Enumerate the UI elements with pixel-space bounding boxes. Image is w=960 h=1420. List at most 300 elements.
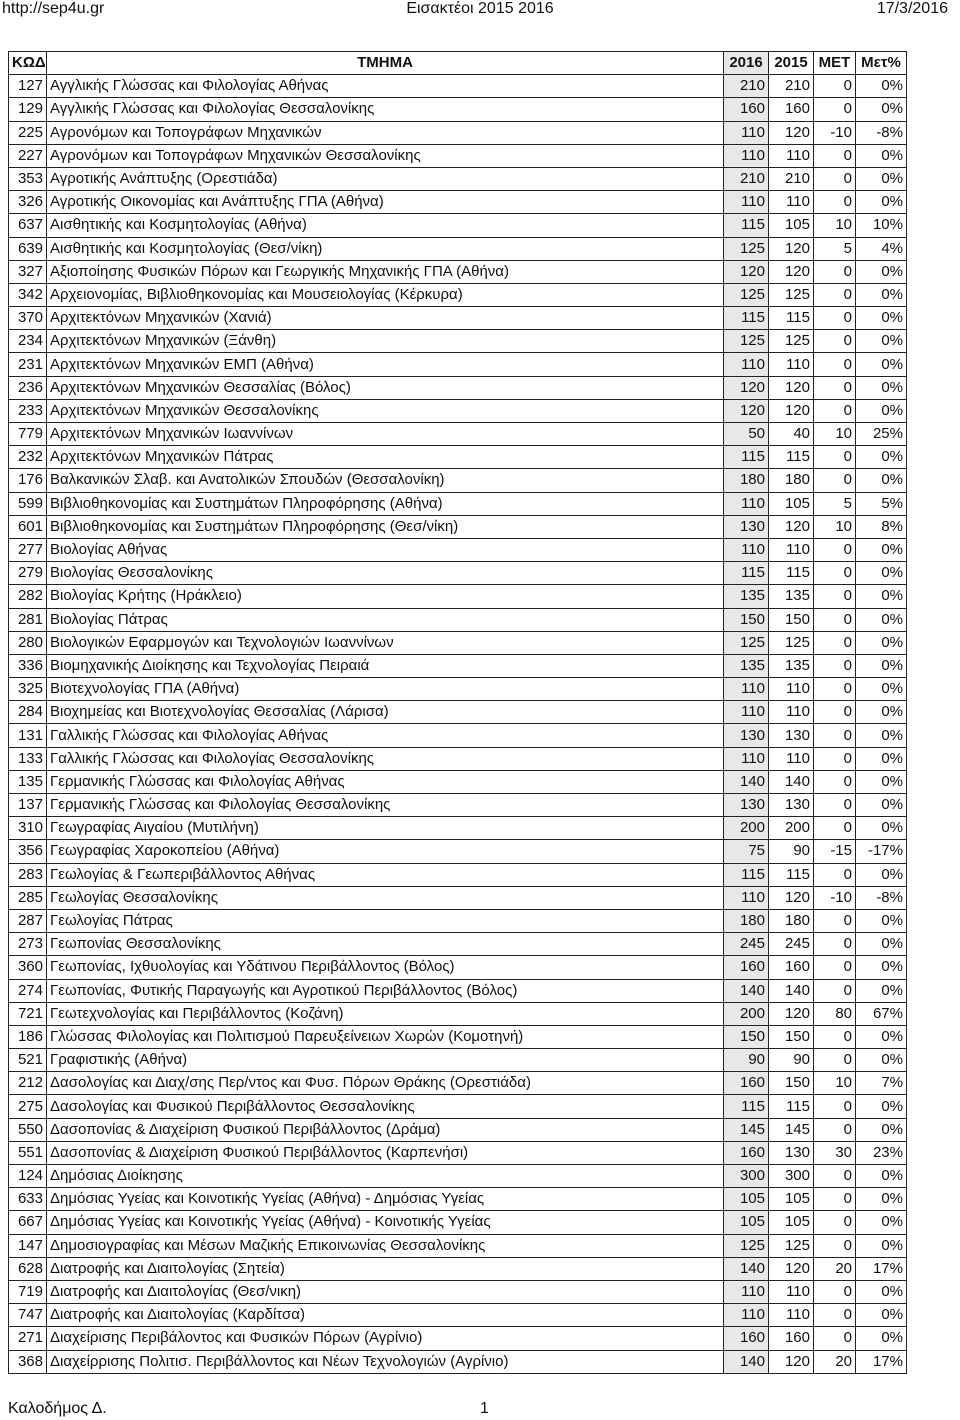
cell-2015: 135	[769, 654, 814, 677]
cell-2016: 120	[724, 260, 769, 283]
table-row	[9, 538, 907, 561]
table-row	[9, 770, 907, 793]
table-row	[9, 678, 907, 701]
cell-department: Αισθητικής και Κοσμητολογίας (Θεσ/νίκη)	[47, 237, 724, 260]
cell-code: 147	[9, 1234, 47, 1257]
cell-department: Γραφιστικής (Αθήνα)	[47, 1049, 724, 1072]
cell-change: 0	[814, 956, 856, 979]
cell-change: 0	[814, 538, 856, 561]
cell-change-percent: 0%	[856, 1188, 907, 1211]
cell-2015: 120	[769, 1002, 814, 1025]
table-row	[9, 654, 907, 677]
cell-2015: 120	[769, 260, 814, 283]
cell-2015: 125	[769, 1234, 814, 1257]
cell-change: -10	[814, 121, 856, 144]
cell-code: 176	[9, 469, 47, 492]
cell-department: Δασολογίας και Φυσικού Περιβάλλοντος Θεσσαλονίκης	[47, 1095, 724, 1118]
cell-code: 127	[9, 75, 47, 98]
table-row	[9, 1304, 907, 1327]
cell-2016: 115	[724, 446, 769, 469]
cell-2016: 110	[724, 701, 769, 724]
cell-2015: 115	[769, 863, 814, 886]
cell-2016: 110	[724, 678, 769, 701]
cell-2015: 105	[769, 492, 814, 515]
cell-change-percent: 23%	[856, 1141, 907, 1164]
cell-2016: 90	[724, 1049, 769, 1072]
cell-2016: 120	[724, 376, 769, 399]
cell-change: 5	[814, 492, 856, 515]
cell-2015: 90	[769, 1049, 814, 1072]
cell-change: 0	[814, 933, 856, 956]
cell-department: Βιβλιοθηκονομίας και Συστημάτων Πληροφόρησης (Θεσ/νίκη)	[47, 515, 724, 538]
cell-department: Δημόσιας Υγείας και Κοινοτικής Υγείας (Αθήνα) - Κοινοτικής Υγείας	[47, 1211, 724, 1234]
cell-2016: 110	[724, 886, 769, 909]
cell-2016: 110	[724, 538, 769, 561]
cell-change: 0	[814, 770, 856, 793]
cell-change: 0	[814, 307, 856, 330]
cell-change: 0	[814, 678, 856, 701]
cell-2016: 115	[724, 214, 769, 237]
cell-department: Δημόσιας Υγείας και Κοινοτικής Υγείας (Αθήνα) - Δημόσιας Υγείας	[47, 1188, 724, 1211]
cell-department: Γερμανικής Γλώσσας και Φιλολογίας Θεσσαλονίκης	[47, 794, 724, 817]
cell-change-percent: 0%	[856, 75, 907, 98]
cell-change: 0	[814, 260, 856, 283]
cell-department: Γαλλικής Γλώσσας και Φιλολογίας Αθήνας	[47, 724, 724, 747]
cell-change-percent: 0%	[856, 1049, 907, 1072]
cell-2016: 110	[724, 353, 769, 376]
table-row	[9, 562, 907, 585]
cell-code: 227	[9, 144, 47, 167]
cell-2016: 300	[724, 1165, 769, 1188]
cell-change-percent: 0%	[856, 678, 907, 701]
cell-code: 721	[9, 1002, 47, 1025]
cell-2015: 120	[769, 1350, 814, 1373]
table-row	[9, 469, 907, 492]
cell-change: 0	[814, 724, 856, 747]
cell-department: Γαλλικής Γλώσσας και Φιλολογίας Θεσσαλονίκης	[47, 747, 724, 770]
cell-change-percent: 0%	[856, 933, 907, 956]
cell-2015: 110	[769, 538, 814, 561]
cell-2016: 130	[724, 794, 769, 817]
cell-department: Βιολογίας Πάτρας	[47, 608, 724, 631]
cell-code: 236	[9, 376, 47, 399]
cell-change-percent: 0%	[856, 144, 907, 167]
cell-code: 633	[9, 1188, 47, 1211]
cell-change: 0	[814, 167, 856, 190]
cell-department: Γερμανικής Γλώσσας και Φιλολογίας Αθήνας	[47, 770, 724, 793]
cell-code: 599	[9, 492, 47, 515]
table-row	[9, 237, 907, 260]
cell-change: 0	[814, 376, 856, 399]
cell-change: 0	[814, 979, 856, 1002]
cell-change: 0	[814, 794, 856, 817]
cell-change: 0	[814, 562, 856, 585]
table-row	[9, 724, 907, 747]
cell-change: 0	[814, 608, 856, 631]
cell-2016: 115	[724, 1095, 769, 1118]
cell-2015: 40	[769, 423, 814, 446]
cell-2016: 125	[724, 1234, 769, 1257]
cell-change: 0	[814, 817, 856, 840]
table-row	[9, 863, 907, 886]
table-row	[9, 121, 907, 144]
cell-2015: 90	[769, 840, 814, 863]
cell-code: 131	[9, 724, 47, 747]
cell-2016: 135	[724, 585, 769, 608]
cell-2015: 115	[769, 307, 814, 330]
cell-2016: 150	[724, 1025, 769, 1048]
cell-2015: 120	[769, 515, 814, 538]
cell-code: 186	[9, 1025, 47, 1048]
table-row	[9, 75, 907, 98]
cell-change: 0	[814, 863, 856, 886]
table-row	[9, 353, 907, 376]
cell-department: Βιοτεχνολογίας ΓΠΑ (Αθήνα)	[47, 678, 724, 701]
cell-change: -15	[814, 840, 856, 863]
table-row	[9, 1234, 907, 1257]
cell-department: Βαλκανικών Σλαβ. και Ανατολικών Σπουδών (Θεσσαλονίκη)	[47, 469, 724, 492]
cell-change: 10	[814, 214, 856, 237]
cell-change: 0	[814, 1211, 856, 1234]
cell-change-percent: 0%	[856, 724, 907, 747]
cell-code: 281	[9, 608, 47, 631]
cell-2016: 130	[724, 724, 769, 747]
cell-2015: 110	[769, 678, 814, 701]
cell-change: 0	[814, 1234, 856, 1257]
cell-code: 353	[9, 167, 47, 190]
table-row	[9, 701, 907, 724]
cell-change: 20	[814, 1350, 856, 1373]
table-row	[9, 979, 907, 1002]
cell-2015: 210	[769, 75, 814, 98]
cell-code: 356	[9, 840, 47, 863]
page-header	[0, 0, 960, 22]
cell-change-percent: 0%	[856, 353, 907, 376]
table-row	[9, 399, 907, 422]
cell-department: Αρχιτεκτόνων Μηχανικών Ιωαννίνων	[47, 423, 724, 446]
cell-2015: 160	[769, 98, 814, 121]
table-row	[9, 1280, 907, 1303]
cell-2015: 115	[769, 446, 814, 469]
cell-code: 279	[9, 562, 47, 585]
cell-department: Βιολογίας Θεσσαλονίκης	[47, 562, 724, 585]
cell-change-percent: 0%	[856, 446, 907, 469]
cell-code: 275	[9, 1095, 47, 1118]
cell-2016: 120	[724, 399, 769, 422]
table-row	[9, 260, 907, 283]
cell-2015: 180	[769, 469, 814, 492]
cell-2016: 110	[724, 1280, 769, 1303]
cell-code: 233	[9, 399, 47, 422]
cell-code: 280	[9, 631, 47, 654]
cell-department: Αρχιτεκτόνων Μηχανικών (Χανιά)	[47, 307, 724, 330]
cell-department: Βιβλιοθηκονομίας και Συστημάτων Πληροφόρησης (Αθήνα)	[47, 492, 724, 515]
cell-change: 0	[814, 399, 856, 422]
cell-change: 0	[814, 701, 856, 724]
cell-department: Βιολογικών Εφαρμογών και Τεχνολογιών Ιωαννίνων	[47, 631, 724, 654]
cell-2015: 130	[769, 724, 814, 747]
cell-2015: 125	[769, 631, 814, 654]
cell-change: 0	[814, 585, 856, 608]
cell-code: 368	[9, 1350, 47, 1373]
cell-code: 212	[9, 1072, 47, 1095]
column-header-change: ΜΕΤ	[814, 52, 856, 75]
cell-code: 327	[9, 260, 47, 283]
cell-code: 232	[9, 446, 47, 469]
cell-2015: 210	[769, 167, 814, 190]
cell-department: Διαχείρισης Περιβάλοντος και Φυσικών Πόρων (Αγρίνιο)	[47, 1327, 724, 1350]
cell-2015: 110	[769, 747, 814, 770]
cell-2016: 180	[724, 909, 769, 932]
cell-change-percent: 0%	[856, 863, 907, 886]
cell-code: 551	[9, 1141, 47, 1164]
cell-change-percent: 0%	[856, 1025, 907, 1048]
cell-2016: 110	[724, 121, 769, 144]
table-row	[9, 608, 907, 631]
cell-2015: 140	[769, 770, 814, 793]
cell-2015: 115	[769, 1095, 814, 1118]
cell-2015: 120	[769, 376, 814, 399]
cell-2016: 75	[724, 840, 769, 863]
table-row	[9, 1072, 907, 1095]
cell-change: 10	[814, 515, 856, 538]
table-row	[9, 515, 907, 538]
cell-department: Γεωγραφίας Αιγαίου (Μυτιλήνη)	[47, 817, 724, 840]
cell-2015: 110	[769, 1304, 814, 1327]
cell-2016: 115	[724, 562, 769, 585]
cell-2016: 160	[724, 1327, 769, 1350]
table-row	[9, 330, 907, 353]
cell-2016: 125	[724, 330, 769, 353]
table-row	[9, 1165, 907, 1188]
cell-change-percent: 0%	[856, 469, 907, 492]
cell-2016: 110	[724, 492, 769, 515]
cell-change-percent: 0%	[856, 770, 907, 793]
cell-2015: 105	[769, 1188, 814, 1211]
cell-2015: 245	[769, 933, 814, 956]
cell-change: 10	[814, 423, 856, 446]
cell-change: 0	[814, 191, 856, 214]
cell-department: Γεωγραφίας Χαροκοπείου (Αθήνα)	[47, 840, 724, 863]
cell-department: Διατροφής και Διαιτολογίας (Καρδίτσα)	[47, 1304, 724, 1327]
admissions-table	[8, 51, 907, 1374]
cell-department: Δασοπονίας & Διαχείριση Φυσικού Περιβάλλοντος (Καρπενήσι)	[47, 1141, 724, 1164]
cell-code: 271	[9, 1327, 47, 1350]
cell-2015: 110	[769, 353, 814, 376]
cell-change-percent: 0%	[856, 608, 907, 631]
cell-2016: 210	[724, 75, 769, 98]
cell-code: 628	[9, 1257, 47, 1280]
cell-change-percent: 8%	[856, 515, 907, 538]
cell-2016: 140	[724, 1350, 769, 1373]
cell-2016: 140	[724, 770, 769, 793]
table-row	[9, 307, 907, 330]
column-header-2015: 2015	[769, 52, 814, 75]
column-header-department: ΤΜΗΜΑ	[47, 52, 724, 75]
cell-2016: 105	[724, 1188, 769, 1211]
cell-department: Γεωλογίας & Γεωπεριβάλλοντος Αθήνας	[47, 863, 724, 886]
cell-2015: 130	[769, 794, 814, 817]
cell-2016: 245	[724, 933, 769, 956]
cell-code: 137	[9, 794, 47, 817]
cell-department: Γλώσσας Φιλολογίας και Πολιτισμού Παρευξείνειων Χωρών (Κομοτηνή)	[47, 1025, 724, 1048]
cell-change-percent: 5%	[856, 492, 907, 515]
cell-department: Αρχειονομίας, Βιβλιοθηκονομίας και Μουσειολογίας (Κέρκυρα)	[47, 283, 724, 306]
cell-department: Γεωπονίας, Ιχθυολογίας και Υδάτινου Περιβάλλοντος (Βόλος)	[47, 956, 724, 979]
table-row	[9, 1141, 907, 1164]
cell-change-percent: 10%	[856, 214, 907, 237]
table-row	[9, 956, 907, 979]
cell-2015: 105	[769, 1211, 814, 1234]
cell-department: Αγγλικής Γλώσσας και Φιλολογίας Θεσσαλονίκης	[47, 98, 724, 121]
table-row	[9, 1327, 907, 1350]
cell-code: 310	[9, 817, 47, 840]
cell-code: 601	[9, 515, 47, 538]
cell-2015: 300	[769, 1165, 814, 1188]
table-row	[9, 817, 907, 840]
cell-2016: 160	[724, 98, 769, 121]
cell-change-percent: 0%	[856, 747, 907, 770]
cell-change-percent: 0%	[856, 794, 907, 817]
cell-change-percent: 0%	[856, 260, 907, 283]
table-row	[9, 1025, 907, 1048]
cell-2016: 140	[724, 1257, 769, 1280]
cell-code: 326	[9, 191, 47, 214]
table-row	[9, 1002, 907, 1025]
cell-department: Αρχιτεκτόνων Μηχανικών ΕΜΠ (Αθήνα)	[47, 353, 724, 376]
cell-code: 637	[9, 214, 47, 237]
table-row	[9, 1350, 907, 1373]
cell-2016: 135	[724, 654, 769, 677]
table-row	[9, 492, 907, 515]
cell-change-percent: 0%	[856, 654, 907, 677]
cell-change-percent: -17%	[856, 840, 907, 863]
cell-2016: 50	[724, 423, 769, 446]
cell-change: 0	[814, 1025, 856, 1048]
cell-2015: 150	[769, 1072, 814, 1095]
table-row	[9, 376, 907, 399]
cell-department: Αγγλικής Γλώσσας και Φιλολογίας Αθήνας	[47, 75, 724, 98]
page-footer	[0, 1400, 960, 1420]
cell-department: Δημοσιογραφίας και Μέσων Μαζικής Επικοινωνίας Θεσσαλονίκης	[47, 1234, 724, 1257]
table-row	[9, 283, 907, 306]
site-url: http://sep4u.gr	[2, 0, 105, 17]
cell-department: Αγρονόμων και Τοπογράφων Μηχανικών Θεσσαλονίκης	[47, 144, 724, 167]
cell-change-percent: 0%	[856, 1234, 907, 1257]
cell-change: 0	[814, 75, 856, 98]
cell-code: 225	[9, 121, 47, 144]
cell-2015: 120	[769, 399, 814, 422]
table-row	[9, 1095, 907, 1118]
cell-department: Αξιοποίησης Φυσικών Πόρων και Γεωργικής Μηχανικής ΓΠΑ (Αθήνα)	[47, 260, 724, 283]
cell-change-percent: 0%	[856, 701, 907, 724]
cell-change-percent: 0%	[856, 399, 907, 422]
cell-department: Αγροτικής Ανάπτυξης (Ορεστιάδα)	[47, 167, 724, 190]
cell-2015: 160	[769, 1327, 814, 1350]
cell-change: 5	[814, 237, 856, 260]
cell-department: Γεωπονίας, Φυτικής Παραγωγής και Αγροτικού Περιβάλλοντος (Βόλος)	[47, 979, 724, 1002]
cell-department: Αρχιτεκτόνων Μηχανικών Θεσσαλονίκης	[47, 399, 724, 422]
cell-2016: 110	[724, 747, 769, 770]
table-row	[9, 933, 907, 956]
cell-2015: 150	[769, 608, 814, 631]
cell-change: 0	[814, 144, 856, 167]
cell-change: 0	[814, 1304, 856, 1327]
cell-change: 0	[814, 1095, 856, 1118]
table-row	[9, 840, 907, 863]
cell-department: Γεωλογίας Πάτρας	[47, 909, 724, 932]
cell-change-percent: 25%	[856, 423, 907, 446]
table-row	[9, 747, 907, 770]
cell-2016: 200	[724, 817, 769, 840]
cell-2015: 160	[769, 956, 814, 979]
cell-change-percent: 0%	[856, 956, 907, 979]
cell-code: 336	[9, 654, 47, 677]
cell-change-percent: 0%	[856, 1095, 907, 1118]
cell-2015: 200	[769, 817, 814, 840]
cell-change: 80	[814, 1002, 856, 1025]
cell-change-percent: 0%	[856, 1211, 907, 1234]
cell-2016: 145	[724, 1118, 769, 1141]
cell-change-percent: 0%	[856, 979, 907, 1002]
cell-change: 20	[814, 1257, 856, 1280]
table-row	[9, 191, 907, 214]
cell-change: 0	[814, 1049, 856, 1072]
cell-code: 325	[9, 678, 47, 701]
cell-change-percent: 0%	[856, 1327, 907, 1350]
cell-change-percent: 0%	[856, 538, 907, 561]
footer-author: Καλοδήμος Δ.	[8, 1400, 107, 1417]
cell-code: 124	[9, 1165, 47, 1188]
cell-code: 719	[9, 1280, 47, 1303]
cell-department: Δασολογίας και Διαχ/σης Περ/ντος και Φυσ. Πόρων Θράκης (Ορεστιάδα)	[47, 1072, 724, 1095]
cell-change-percent: 0%	[856, 909, 907, 932]
cell-code: 273	[9, 933, 47, 956]
cell-2016: 115	[724, 307, 769, 330]
cell-2016: 140	[724, 979, 769, 1002]
cell-department: Αγροτικής Οικονομίας και Ανάπτυξης ΓΠΑ (Αθήνα)	[47, 191, 724, 214]
cell-change-percent: 0%	[856, 562, 907, 585]
cell-department: Βιοχημείας και Βιοτεχνολογίας Θεσσαλίας (Λάρισα)	[47, 701, 724, 724]
cell-code: 234	[9, 330, 47, 353]
cell-change: -10	[814, 886, 856, 909]
cell-2015: 140	[769, 979, 814, 1002]
cell-2016: 130	[724, 515, 769, 538]
cell-change: 0	[814, 1280, 856, 1303]
cell-code: 284	[9, 701, 47, 724]
cell-department: Αρχιτεκτόνων Μηχανικών Πάτρας	[47, 446, 724, 469]
cell-code: 521	[9, 1049, 47, 1072]
cell-change-percent: 0%	[856, 1280, 907, 1303]
cell-code: 129	[9, 98, 47, 121]
cell-code: 747	[9, 1304, 47, 1327]
cell-change: 0	[814, 353, 856, 376]
cell-2015: 120	[769, 1257, 814, 1280]
cell-2016: 105	[724, 1211, 769, 1234]
cell-code: 550	[9, 1118, 47, 1141]
table-row	[9, 886, 907, 909]
cell-2016: 125	[724, 631, 769, 654]
cell-2015: 105	[769, 214, 814, 237]
cell-2016: 200	[724, 1002, 769, 1025]
cell-change-percent: 17%	[856, 1257, 907, 1280]
cell-code: 282	[9, 585, 47, 608]
cell-change-percent: 0%	[856, 167, 907, 190]
table-row	[9, 1118, 907, 1141]
cell-2016: 110	[724, 1304, 769, 1327]
cell-change-percent: -8%	[856, 886, 907, 909]
cell-code: 133	[9, 747, 47, 770]
